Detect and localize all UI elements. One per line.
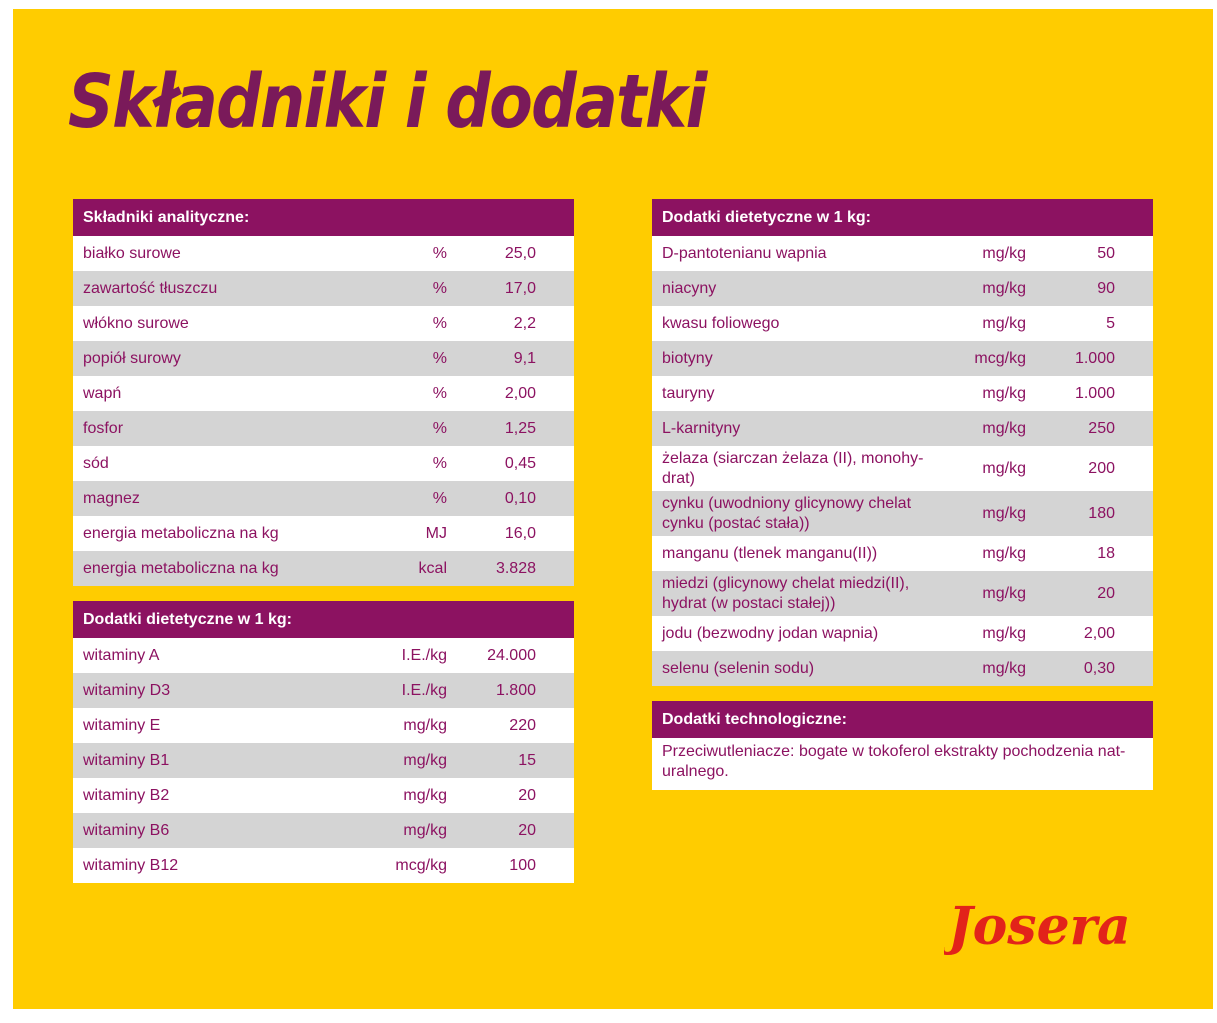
- table-row: [73, 271, 574, 306]
- josera-logo: [944, 888, 1159, 968]
- row-value: 1.000: [1074, 384, 1115, 402]
- row-value: 15: [518, 751, 536, 769]
- table-row: [652, 536, 1153, 571]
- table-row: [652, 616, 1153, 651]
- row-value: 180: [1088, 504, 1115, 522]
- row-name: biotyny: [662, 349, 713, 367]
- row-name: żelaza (siarczan żelaza (II), monohy-drat): [662, 449, 924, 487]
- table-row: [652, 306, 1153, 341]
- row-unit: mg/kg: [982, 279, 1026, 297]
- row-value: 0,30: [1083, 659, 1115, 677]
- row-value: 24.000: [487, 646, 536, 664]
- row-value: 50: [1097, 244, 1115, 262]
- row-value: 20: [518, 786, 536, 804]
- table-row: [652, 376, 1153, 411]
- row-value: 17,0: [504, 279, 536, 297]
- table-row: [73, 306, 574, 341]
- row-name: witaminy D3: [83, 681, 171, 699]
- table-row: [73, 376, 574, 411]
- table-row: [73, 813, 574, 848]
- row-value: 200: [1088, 459, 1115, 477]
- table-row: [652, 571, 1153, 616]
- analytical-table-header: Składniki analityczne:: [73, 199, 574, 236]
- row-value: 1.000: [1074, 349, 1115, 367]
- row-unit: mcg/kg: [974, 349, 1026, 367]
- table-row: [73, 446, 574, 481]
- row-unit: mg/kg: [982, 384, 1026, 402]
- table-row: [73, 341, 574, 376]
- row-unit: I.E./kg: [401, 646, 447, 664]
- table-row: [73, 778, 574, 813]
- vitamins-table: [73, 601, 574, 883]
- minerals-table-header: Dodatki dietetyczne w 1 kg:: [652, 199, 1153, 236]
- technological-text: Przeciwutleniacze: bogate w tokoferol ekstrakty pochodzenia nat-uralnego.: [652, 738, 1153, 790]
- page-title: Składniki i dodatki: [68, 59, 706, 145]
- row-value: 16,0: [504, 524, 536, 542]
- row-name: kwasu foliowego: [662, 314, 780, 332]
- table-row: [73, 516, 574, 551]
- table-row: [73, 848, 574, 883]
- row-name: cynku (uwodniony glicynowy chelat cynku (postać stała)): [662, 494, 912, 532]
- row-name: włókno surowe: [83, 314, 189, 332]
- row-unit: %: [432, 314, 447, 332]
- row-name: witaminy A: [83, 646, 160, 664]
- vitamins-table-body: [73, 638, 574, 883]
- row-name: witaminy B6: [83, 821, 170, 839]
- table-row: [652, 411, 1153, 446]
- row-unit: mg/kg: [982, 419, 1026, 437]
- row-value: 220: [509, 716, 536, 734]
- row-unit: mg/kg: [982, 584, 1026, 602]
- row-name: niacyny: [662, 279, 717, 297]
- row-value: 3.828: [495, 559, 536, 577]
- row-value: 250: [1088, 419, 1115, 437]
- table-row: [652, 341, 1153, 376]
- row-unit: mg/kg: [982, 659, 1026, 677]
- row-name: witaminy B12: [83, 856, 179, 874]
- row-unit: I.E./kg: [401, 681, 447, 699]
- table-row: [652, 236, 1153, 271]
- row-unit: %: [432, 489, 447, 507]
- row-value: 5: [1106, 314, 1115, 332]
- table-row: [73, 743, 574, 778]
- row-value: 2,2: [513, 314, 536, 332]
- row-value: 2,00: [1083, 624, 1115, 642]
- row-name: popiół surowy: [83, 349, 181, 367]
- technological-table-header: Dodatki technologiczne:: [652, 701, 1153, 738]
- row-unit: mg/kg: [982, 459, 1026, 477]
- row-name: energia metaboliczna na kg: [83, 524, 279, 542]
- row-name: sód: [83, 454, 109, 472]
- row-name: tauryny: [662, 384, 715, 402]
- row-unit: %: [432, 384, 447, 402]
- table-row: [73, 411, 574, 446]
- row-name: jodu (bezwodny jodan wapnia): [662, 624, 879, 642]
- table-row: [652, 446, 1153, 491]
- row-value: 1.800: [495, 681, 536, 699]
- row-value: 1,25: [504, 419, 536, 437]
- table-row: [73, 638, 574, 673]
- row-value: 2,00: [504, 384, 536, 402]
- table-row: [73, 673, 574, 708]
- table-row: [652, 491, 1153, 536]
- row-name: witaminy E: [83, 716, 161, 734]
- row-unit: mg/kg: [403, 716, 447, 734]
- row-name: wapń: [83, 384, 122, 402]
- analytical-table: [73, 199, 574, 586]
- row-unit: %: [432, 454, 447, 472]
- row-unit: %: [432, 244, 447, 262]
- row-name: D-pantotenianu wapnia: [662, 244, 827, 262]
- row-unit: mg/kg: [982, 314, 1026, 332]
- row-name: białko surowe: [83, 244, 181, 262]
- table-row: [652, 651, 1153, 686]
- minerals-table-body: [652, 236, 1153, 686]
- row-unit: mg/kg: [982, 544, 1026, 562]
- row-unit: mg/kg: [982, 504, 1026, 522]
- row-unit: kcal: [418, 559, 447, 577]
- table-row: [73, 481, 574, 516]
- row-value: 20: [1097, 584, 1115, 602]
- row-unit: mg/kg: [982, 244, 1026, 262]
- brand-wordmark: Josera: [948, 896, 1131, 957]
- analytical-table-body: [73, 236, 574, 586]
- row-unit: mg/kg: [403, 821, 447, 839]
- row-name: witaminy B2: [83, 786, 170, 804]
- row-unit: MJ: [425, 524, 447, 542]
- row-unit: %: [432, 279, 447, 297]
- row-name: miedzi (glicynowy chelat miedzi(II), hydrat (w postaci stałej)): [662, 574, 910, 612]
- row-unit: mg/kg: [982, 624, 1026, 642]
- row-value: 0,45: [504, 454, 536, 472]
- row-value: 25,0: [504, 244, 536, 262]
- vitamins-table-header: Dodatki dietetyczne w 1 kg:: [73, 601, 574, 638]
- row-unit: %: [432, 419, 447, 437]
- row-name: magnez: [83, 489, 140, 507]
- row-name: selenu (selenin sodu): [662, 659, 815, 677]
- row-name: L-karnityny: [662, 419, 741, 437]
- row-unit: mg/kg: [403, 751, 447, 769]
- table-row: [73, 236, 574, 271]
- row-unit: mg/kg: [403, 786, 447, 804]
- table-row: [652, 271, 1153, 306]
- minerals-table: [652, 199, 1153, 686]
- table-row: [73, 708, 574, 743]
- row-name: manganu (tlenek manganu(II)): [662, 544, 878, 562]
- row-value: 20: [518, 821, 536, 839]
- row-value: 18: [1097, 544, 1115, 562]
- technological-table: [652, 701, 1153, 790]
- row-unit: mcg/kg: [395, 856, 447, 874]
- row-value: 9,1: [513, 349, 536, 367]
- row-name: zawartość tłuszczu: [83, 279, 218, 297]
- row-value: 0,10: [504, 489, 536, 507]
- row-name: energia metaboliczna na kg: [83, 559, 279, 577]
- row-name: witaminy B1: [83, 751, 170, 769]
- row-name: fosfor: [83, 419, 124, 437]
- table-row: [73, 551, 574, 586]
- row-value: 90: [1097, 279, 1115, 297]
- row-unit: %: [432, 349, 447, 367]
- row-value: 100: [509, 856, 536, 874]
